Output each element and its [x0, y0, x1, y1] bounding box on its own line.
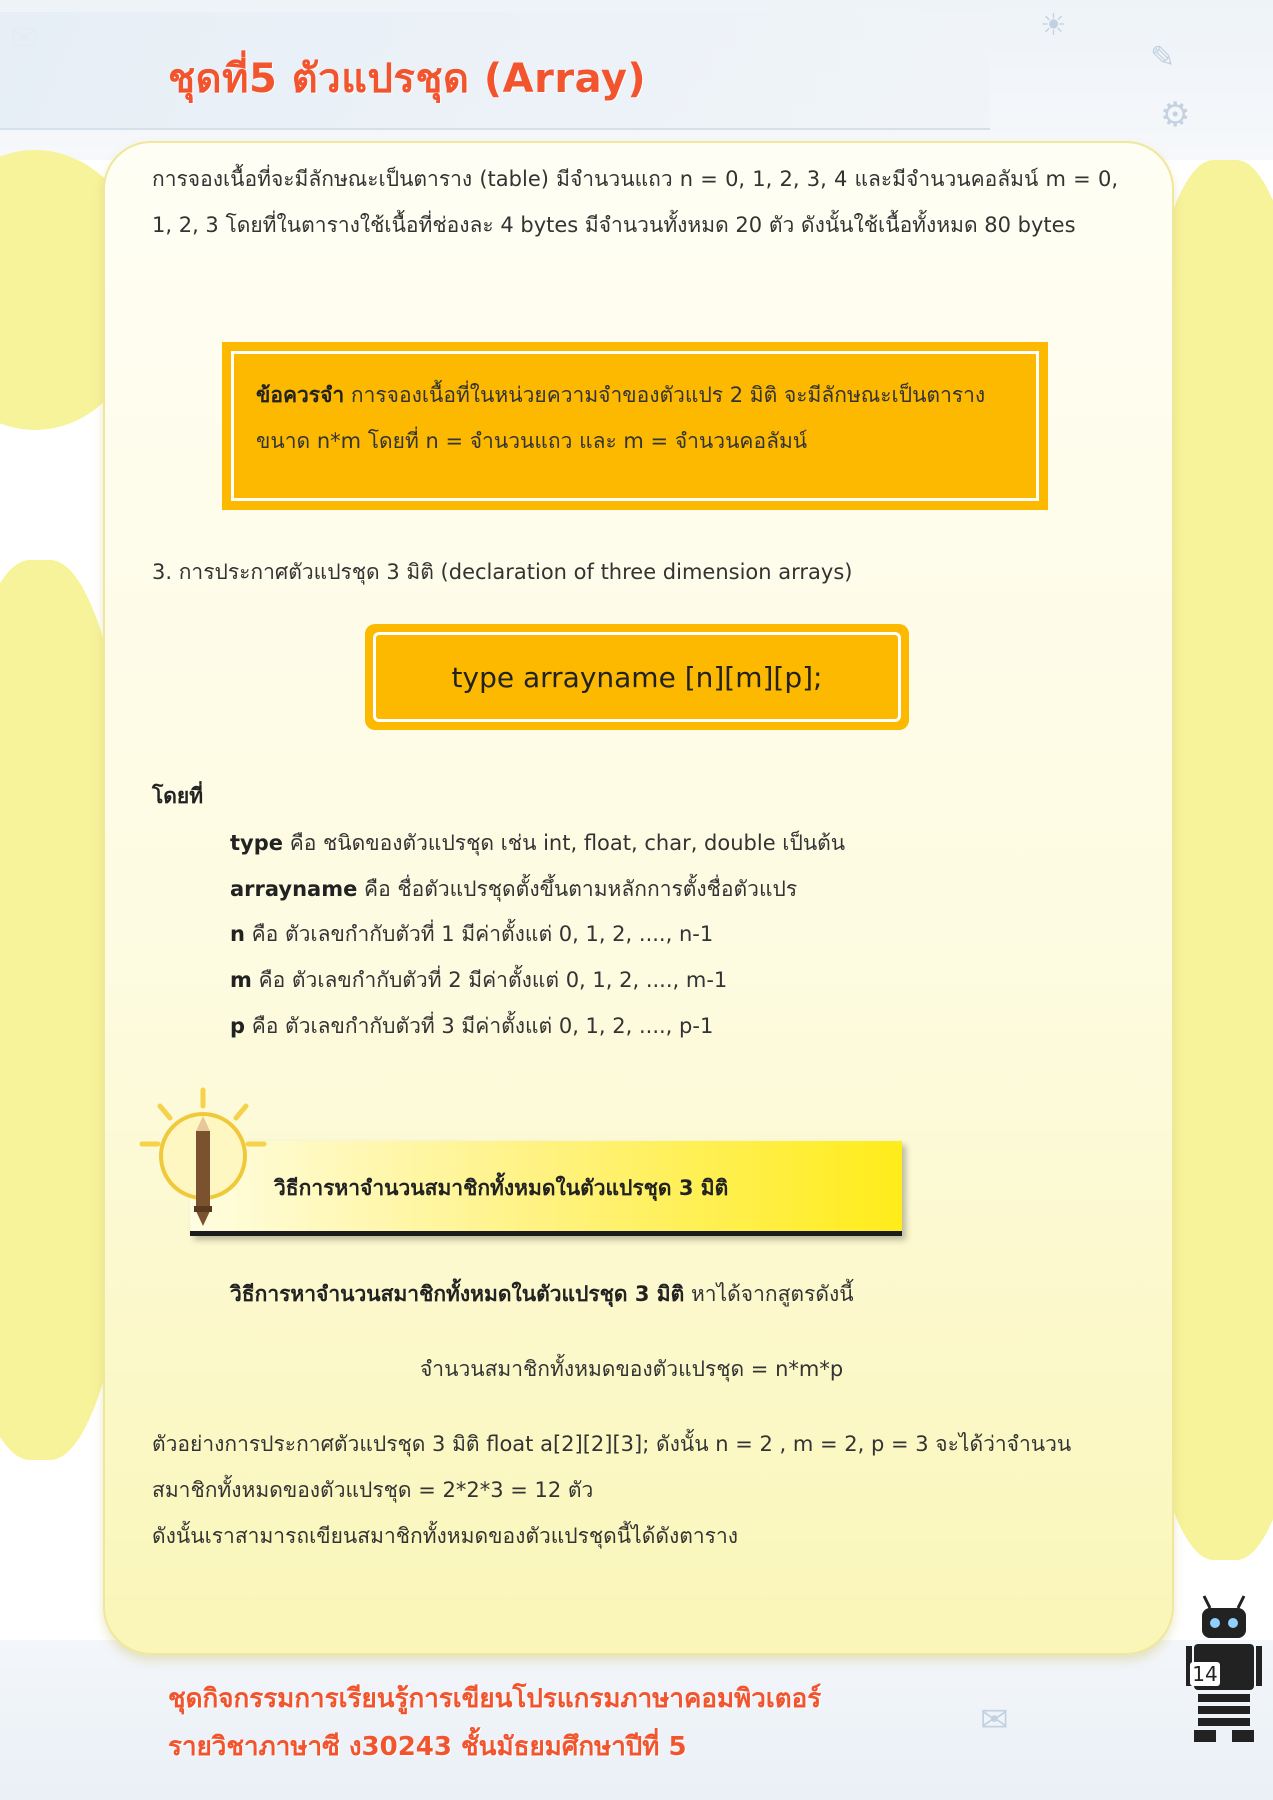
where-item-n	[230, 918, 713, 951]
note-box-inner	[231, 351, 1039, 501]
note-line-2: ขนาด n*m โดยที่ n = จำนวนแถว และ m = จำนวนคอลัมน์	[256, 429, 808, 453]
section-3-heading: 3. การประกาศตัวแปรชุด 3 มิติ (declaration of three dimension arrays)	[152, 560, 853, 584]
intro-paragraph: การจองเนื้อที่จะมีลักษณะเป็นตาราง (table) มีจำนวนแถว n = 0, 1, 2, 3, 4 และมีจำนวนคอลัมน์ m = 0, 1, 2, 3 โดยที่ในตารางใช้เนื้อที่ช่องละ 4 bytes มีจำนวนทั้งหมด 20 ตัว ดังนั้นใช้เนื้อทั้งหมด 80 bytes	[152, 167, 1118, 237]
note-label: ข้อควรจำ	[256, 383, 345, 407]
code-box	[365, 624, 909, 730]
example-line-1: ตัวอย่างการประกาศตัวแปรชุด 3 มิติ float a[2][2][3]; ดังนั้น n = 2 , m = 2, p = 3 จะได้ว่าจำนวน	[152, 1432, 1072, 1456]
term-m: m	[230, 968, 252, 992]
method-bold: วิธีการหาจำนวนสมาชิกทั้งหมดในตัวแปรชุด 3 มิติ	[230, 1282, 685, 1306]
term-arrayname: arrayname	[230, 877, 358, 901]
footer-background	[0, 1640, 1273, 1800]
where-item-arrayname	[230, 873, 797, 906]
gear-icon: ⚙	[1160, 95, 1191, 135]
note-text-1: การจองเนื้อที่ในหน่วยความจำของตัวแปร 2 มิติ จะมีลักษณะเป็นตาราง	[344, 383, 986, 407]
banner-title: วิธีการหาจำนวนสมาชิกทั้งหมดในตัวแปรชุด 3 มิติ	[274, 1176, 729, 1200]
code-syntax: type arrayname [n][m][p];	[373, 632, 901, 722]
footer-subject: รายวิชาภาษาซี ง30243 ชั้นมัธยมศึกษาปีที่ 5	[168, 1732, 687, 1762]
doodle-decoration: ✉	[980, 1700, 1009, 1740]
note-box	[222, 342, 1048, 510]
page-title: ชุดที่5 ตัวแปรชุด (Array)	[168, 56, 647, 102]
example-line-3: ดังนั้นเราสามารถเขียนสมาชิกทั้งหมดของตัวแปรชุดนี้ได้ดังตาราง	[152, 1524, 739, 1548]
example-line-2: สมาชิกทั้งหมดของตัวแปรชุด = 2*2*3 = 12 ตัว	[152, 1478, 594, 1502]
where-item-type	[230, 827, 845, 860]
where-item-m	[230, 964, 727, 997]
where-label: โดยที่	[152, 784, 204, 808]
footer-course-title: ชุดกิจกรรมการเรียนรู้การเขียนโปรแกรมภาษาคอมพิวเตอร์	[168, 1684, 822, 1714]
page-number: 14	[1190, 1662, 1220, 1686]
formula: จำนวนสมาชิกทั้งหมดของตัวแปรชุด = n*m*p	[420, 1357, 844, 1381]
term-n: n	[230, 922, 245, 946]
where-item-p	[230, 1010, 713, 1043]
term-type: type	[230, 831, 284, 855]
method-rest: หาได้จากสูตรดังนี้	[684, 1282, 854, 1306]
desc-n: คือ ตัวเลขกำกับตัวที่ 1 มีค่าตั้งแต่ 0, 1, 2, ...., n-1	[244, 922, 714, 946]
method-line	[230, 1278, 854, 1311]
term-p: p	[230, 1014, 246, 1038]
desc-type: คือ ชนิดของตัวแปรชุด เช่น int, float, char, double เป็นต้น	[283, 831, 846, 855]
note-line-1	[256, 372, 1014, 418]
desc-m: คือ ตัวเลขกำกับตัวที่ 2 มีค่าตั้งแต่ 0, 1, 2, ...., m-1	[251, 968, 728, 992]
desc-arrayname: คือ ชื่อตัวแปรชุดตั้งขึ้นตามหลักการตั้งชื่อตัวแปร	[357, 877, 798, 901]
doodle-decoration: ✎	[1150, 40, 1176, 75]
desc-p: คือ ตัวเลขกำกับตัวที่ 3 มีค่าตั้งแต่ 0, 1, 2, ...., p-1	[245, 1014, 714, 1038]
lightbulb-pencil-icon	[138, 1086, 268, 1236]
lightbulb-doodle-icon: ☀	[1040, 8, 1067, 43]
